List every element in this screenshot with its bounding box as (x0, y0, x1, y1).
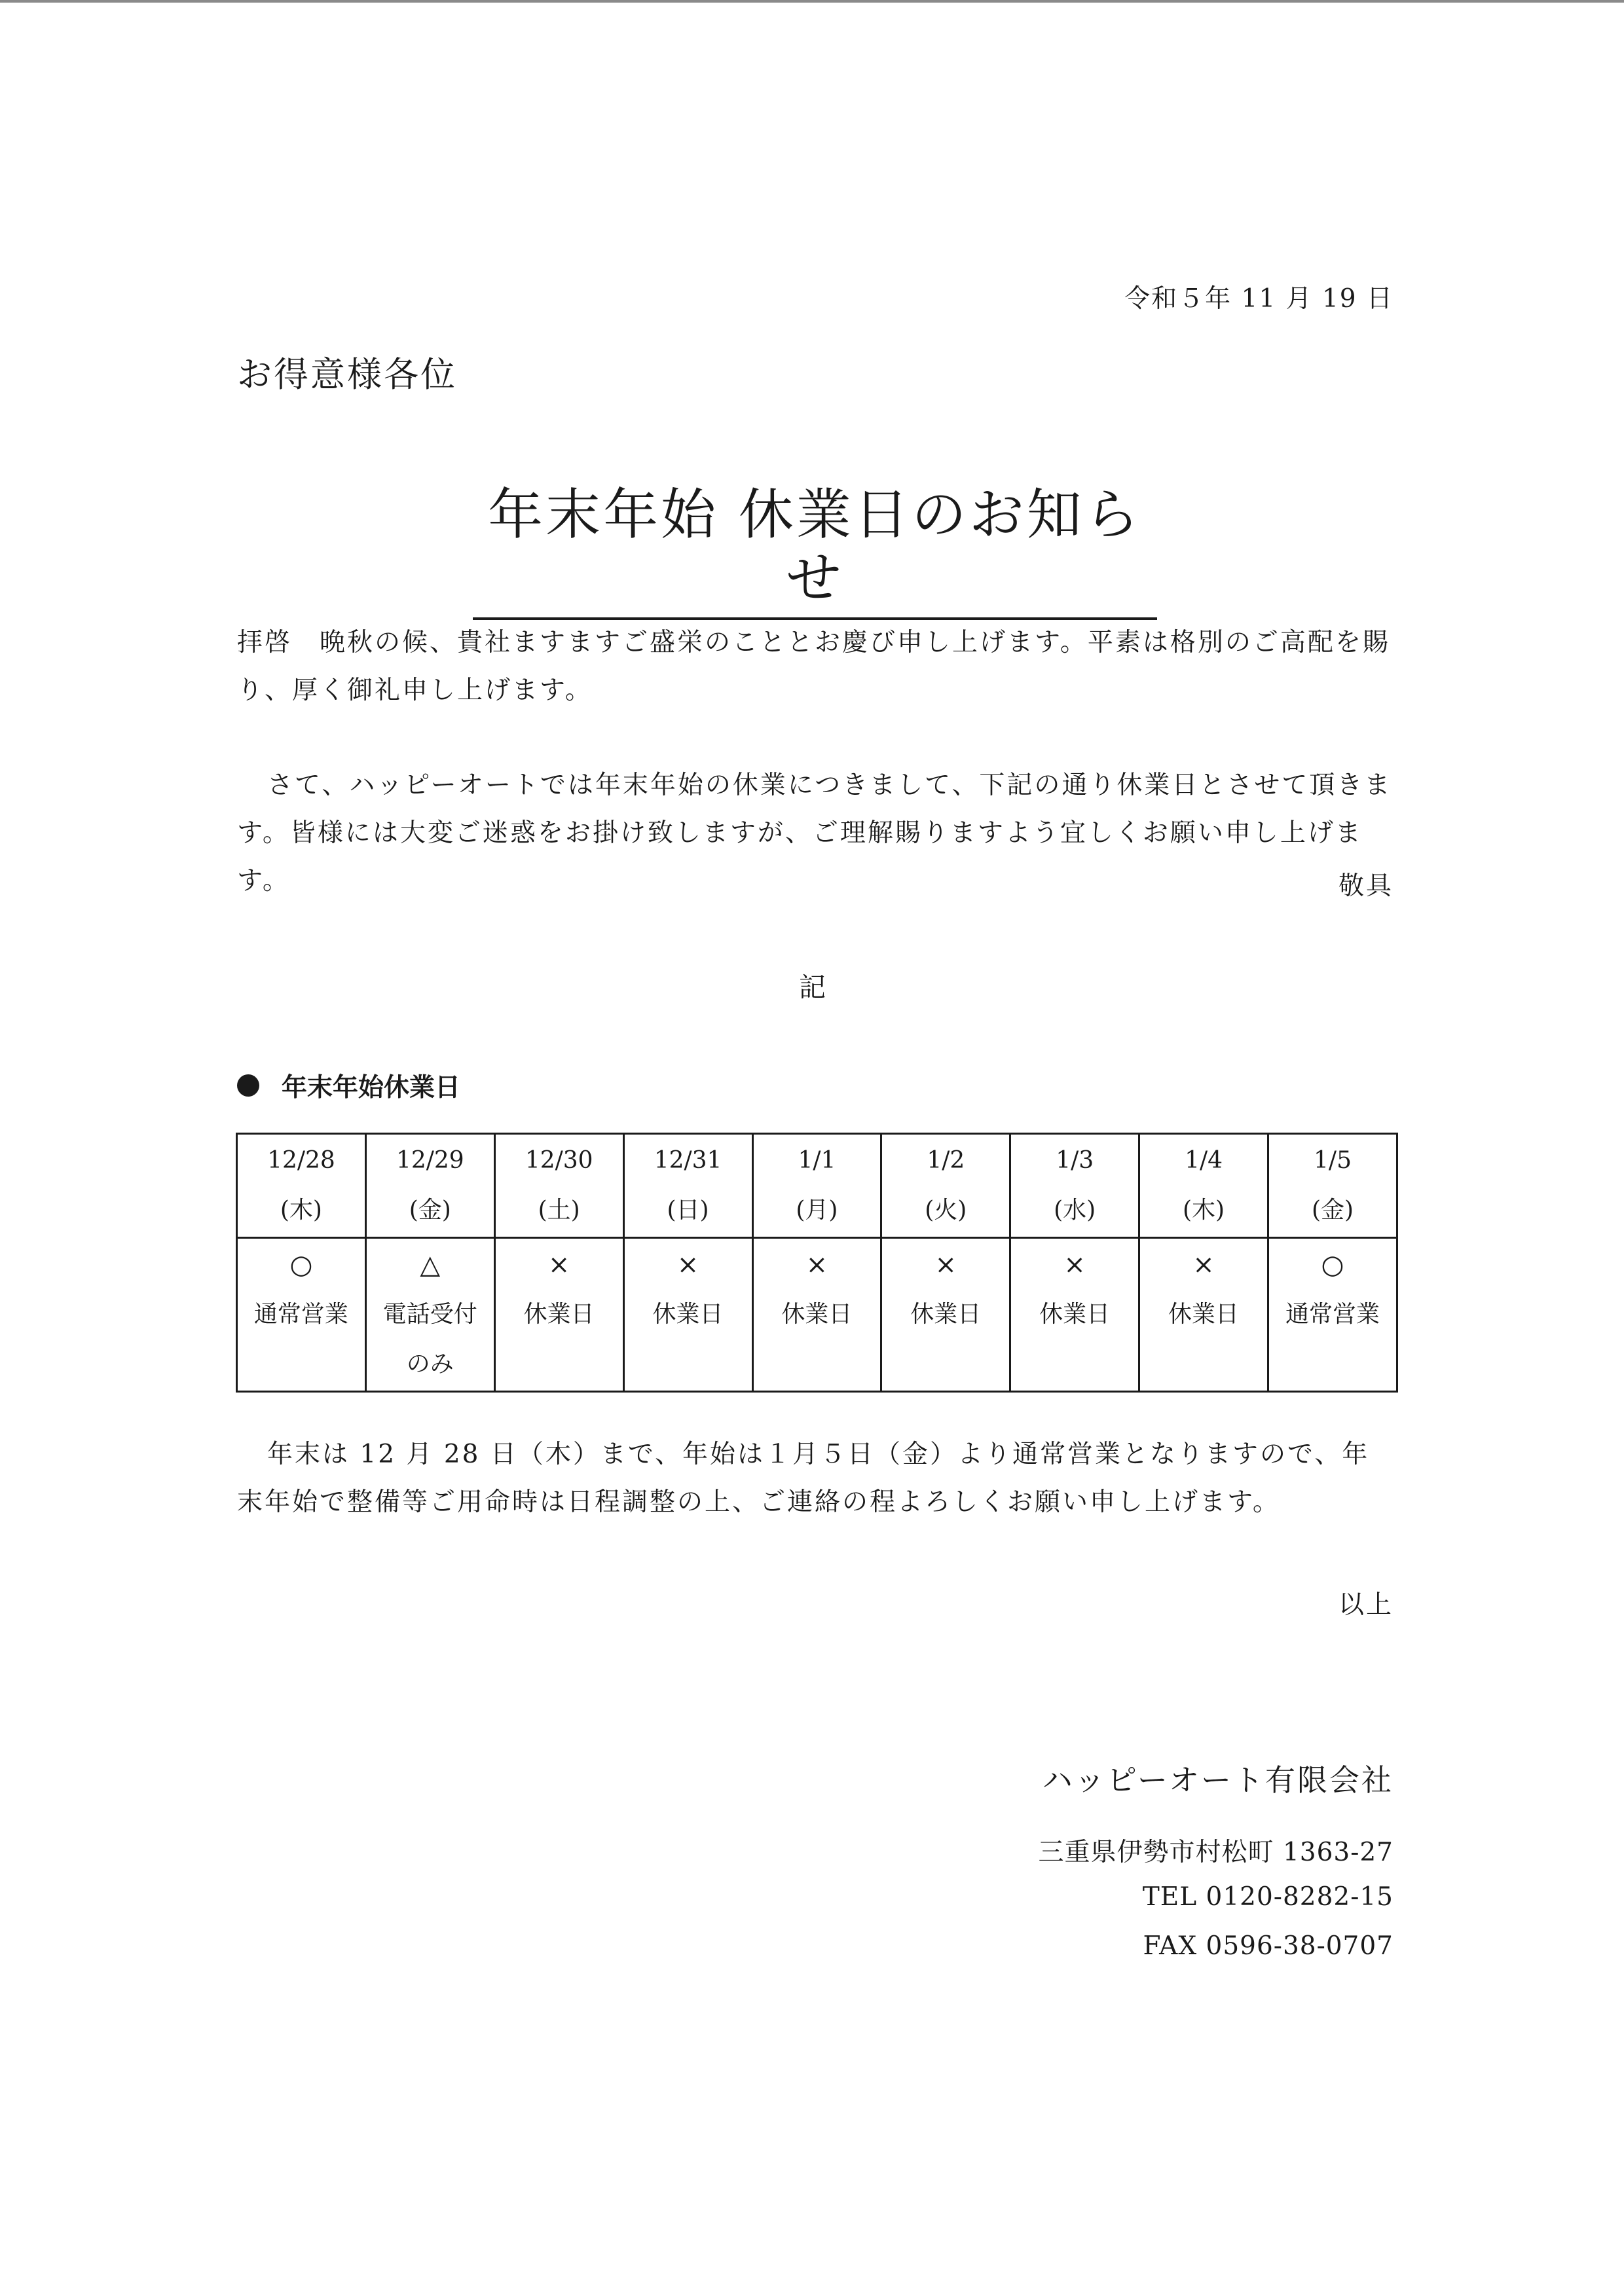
day-date: 1/1 (798, 1147, 836, 1174)
day-weekday: (金) (1311, 1197, 1354, 1224)
closing-keigu: 敬具 (1338, 871, 1393, 901)
status-label: 休業日 (1039, 1301, 1111, 1328)
notice-paragraph: さて、ハッピーオートでは年末年始の休業につきまして、下記の通り休業日とさせて頂きます。皆様には大変ご迷惑をお掛け致しますが、ご理解賜りますよう宜しくお願い申し上げます。 (237, 771, 1392, 896)
cross-mark-icon: × (676, 1250, 699, 1280)
status-label: 電話受付 (382, 1301, 477, 1328)
cross-mark-icon: × (805, 1250, 828, 1280)
greeting-paragraph: 拝啓 晩秋の候、貴社ますますご盛栄のこととお慶び申し上げます。平素は格別のご高配を賜り、厚く御礼申し上げます。 (237, 628, 1390, 705)
status-label: 休業日 (523, 1301, 595, 1328)
status-label: 休業日 (910, 1301, 982, 1328)
company-address: 三重県伊勢市村松町 1363-27 (1038, 1838, 1393, 1867)
table-row-dates (237, 1134, 1397, 1238)
table-cell-day-7 (1139, 1134, 1268, 1238)
holiday-schedule-table (236, 1133, 1398, 1393)
table-cell-status-1 (365, 1238, 494, 1392)
table-cell-status-3 (623, 1238, 752, 1392)
day-weekday: (土) (538, 1197, 580, 1224)
day-date: 12/30 (525, 1147, 593, 1174)
table-cell-status-5 (881, 1238, 1010, 1392)
company-name: ハッピーオート有限会社 (1042, 1762, 1393, 1798)
table-cell-day-8 (1268, 1134, 1397, 1238)
table-cell-day-6 (1010, 1134, 1139, 1238)
table-cell-day-2 (494, 1134, 623, 1238)
day-weekday: (水) (1054, 1197, 1096, 1224)
status-label: 通常営業 (253, 1301, 348, 1328)
cross-mark-icon: × (934, 1250, 957, 1280)
company-tel: TEL 0120-8282-15 (1142, 1882, 1393, 1912)
table-cell-status-2 (494, 1238, 623, 1392)
triangle-mark-icon: △ (420, 1250, 441, 1280)
closing-ijo: 以上 (1338, 1590, 1393, 1620)
document-title: 年末年始 休業日のお知らせ (473, 483, 1157, 620)
circle-mark-icon: ○ (1321, 1250, 1344, 1280)
footer-note-paragraph: 年末は 12 月 28 日（木）まで、年始は１月５日（金）より通常営業となりますので、年末年始で整備等ご用命時は日程調整の上、ご連絡の程よろしくお願い申し上げます。 (237, 1440, 1370, 1517)
day-weekday: (火) (925, 1197, 967, 1224)
table-cell-status-7 (1139, 1238, 1268, 1392)
schedule-heading-label: 年末年始休業日 (282, 1073, 461, 1102)
day-date: 1/4 (1185, 1147, 1223, 1174)
day-weekday: (木) (280, 1197, 322, 1224)
table-cell-status-0 (237, 1238, 366, 1392)
company-fax: FAX 0596-38-0707 (1143, 1931, 1393, 1961)
cross-mark-icon: × (1063, 1250, 1086, 1280)
schedule-heading (237, 1067, 460, 1104)
cross-mark-icon: × (547, 1250, 570, 1280)
status-label: 休業日 (652, 1301, 724, 1328)
table-cell-day-5 (881, 1134, 1010, 1238)
day-date: 1/2 (927, 1147, 965, 1174)
day-weekday: (木) (1183, 1197, 1225, 1224)
table-cell-day-1 (365, 1134, 494, 1238)
table-cell-day-0 (237, 1134, 366, 1238)
day-weekday: (日) (667, 1197, 709, 1224)
day-date: 12/28 (267, 1147, 335, 1174)
table-cell-day-3 (623, 1134, 752, 1238)
bullet-icon (237, 1074, 259, 1097)
table-cell-status-4 (752, 1238, 881, 1392)
status-label: 通常営業 (1285, 1301, 1380, 1328)
cross-mark-icon: × (1192, 1250, 1215, 1280)
status-label: 休業日 (781, 1301, 853, 1328)
status-label: 休業日 (1168, 1301, 1240, 1328)
ki-marker: 記 (799, 972, 826, 1003)
day-date: 12/31 (654, 1147, 722, 1174)
status-label-line2: のみ (406, 1351, 454, 1377)
table-cell-status-6 (1010, 1238, 1139, 1392)
day-date: 1/3 (1056, 1147, 1094, 1174)
addressee: お得意様各位 (237, 355, 457, 395)
scan-edge-line (0, 0, 1624, 3)
day-date: 12/29 (396, 1147, 464, 1174)
day-weekday: (金) (409, 1197, 451, 1224)
table-row-status (237, 1238, 1397, 1392)
day-weekday: (月) (796, 1197, 838, 1224)
table-cell-status-8 (1268, 1238, 1397, 1392)
table-cell-day-4 (752, 1134, 881, 1238)
circle-mark-icon: ○ (289, 1250, 313, 1280)
document-date: 令和５年 11 月 19 日 (1124, 284, 1393, 314)
day-date: 1/5 (1314, 1147, 1352, 1174)
